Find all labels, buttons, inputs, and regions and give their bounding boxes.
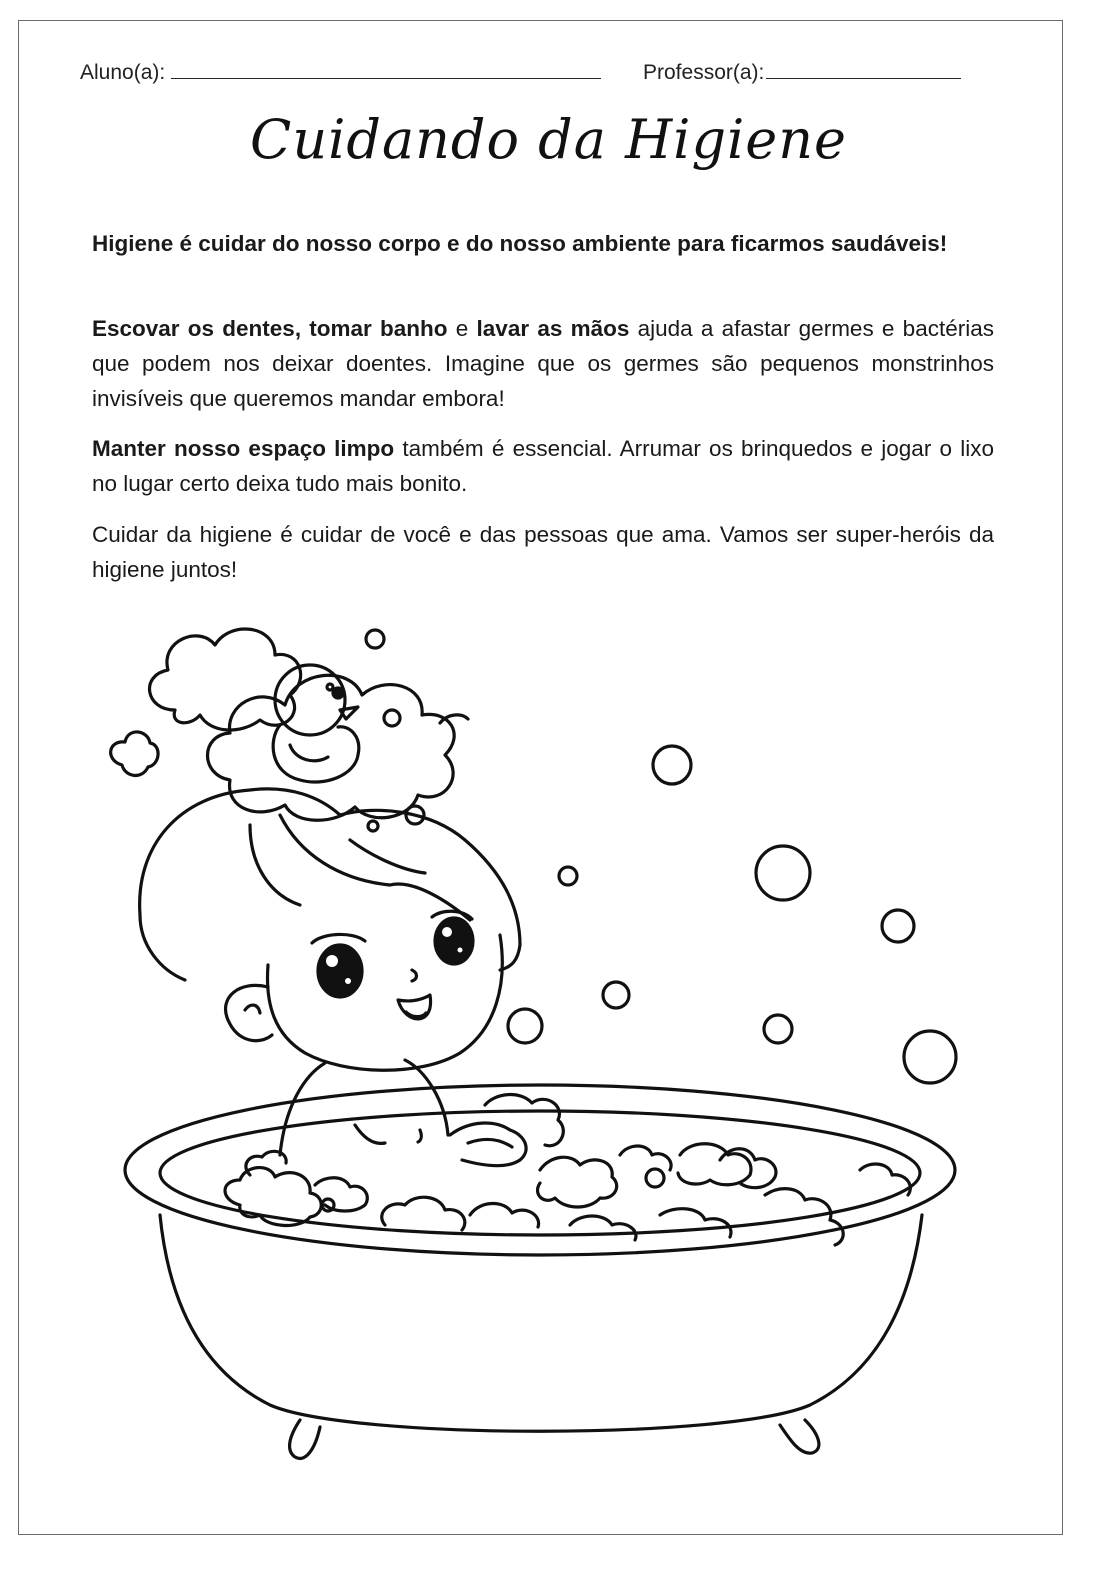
foam-cloud-small-left [111,732,158,776]
bubble [603,982,629,1008]
bathtub-icon [125,1085,955,1458]
paragraph-body-hygiene [92,311,994,416]
bubble [653,746,691,784]
bold-phrase-brush-bathe: Escovar os dentes, tomar banho [92,316,448,341]
child-bath-coloring-illustration [100,615,980,1475]
page-title: Cuidando da Higiene [250,108,847,171]
bath-foam [225,1144,910,1245]
text-germs: ajuda a afastar germes e bactérias que podem nos deixar doentes. Imagine que os germes são pequenos monstrinhos invisíveis que queremos mandar embora! [92,316,994,411]
paragraph-clean-space [92,431,994,501]
floating-bubbles [366,630,956,1083]
teacher-name-line[interactable] [766,60,961,79]
bold-phrase-clean-space: Manter nosso espaço limpo [92,436,395,461]
bubble [508,1009,542,1043]
bubble [756,846,810,900]
student-name-line[interactable] [171,60,601,79]
text-clean-space: também é essencial. Arrumar os brinquedos e jogar o lixo no lugar certo deixa tudo mais bonito. [92,436,994,496]
paragraph-conclusion: Cuidar da higiene é cuidar de você e das pessoas que ama. Vamos ser super-heróis da higiene juntos! [92,522,994,582]
bubble [366,630,384,648]
teacher-name-field[interactable] [643,60,961,85]
bubble [904,1031,956,1083]
rubber-duck-icon [273,665,359,782]
bubble [559,867,577,885]
text-connector: e [447,316,477,341]
student-label: Aluno(a): [80,61,166,84]
bubble [368,821,378,831]
child-figure [140,789,564,1166]
teacher-label: Professor(a): [643,61,765,84]
paragraph-definition: Higiene é cuidar do nosso corpo e do nosso ambiente para ficarmos saudáveis! [92,231,948,256]
bold-phrase-wash-hands: lavar as mãos [476,316,630,341]
student-name-field[interactable] [80,60,601,85]
bubble [882,910,914,942]
bubble [764,1015,792,1043]
bubble [384,710,400,726]
